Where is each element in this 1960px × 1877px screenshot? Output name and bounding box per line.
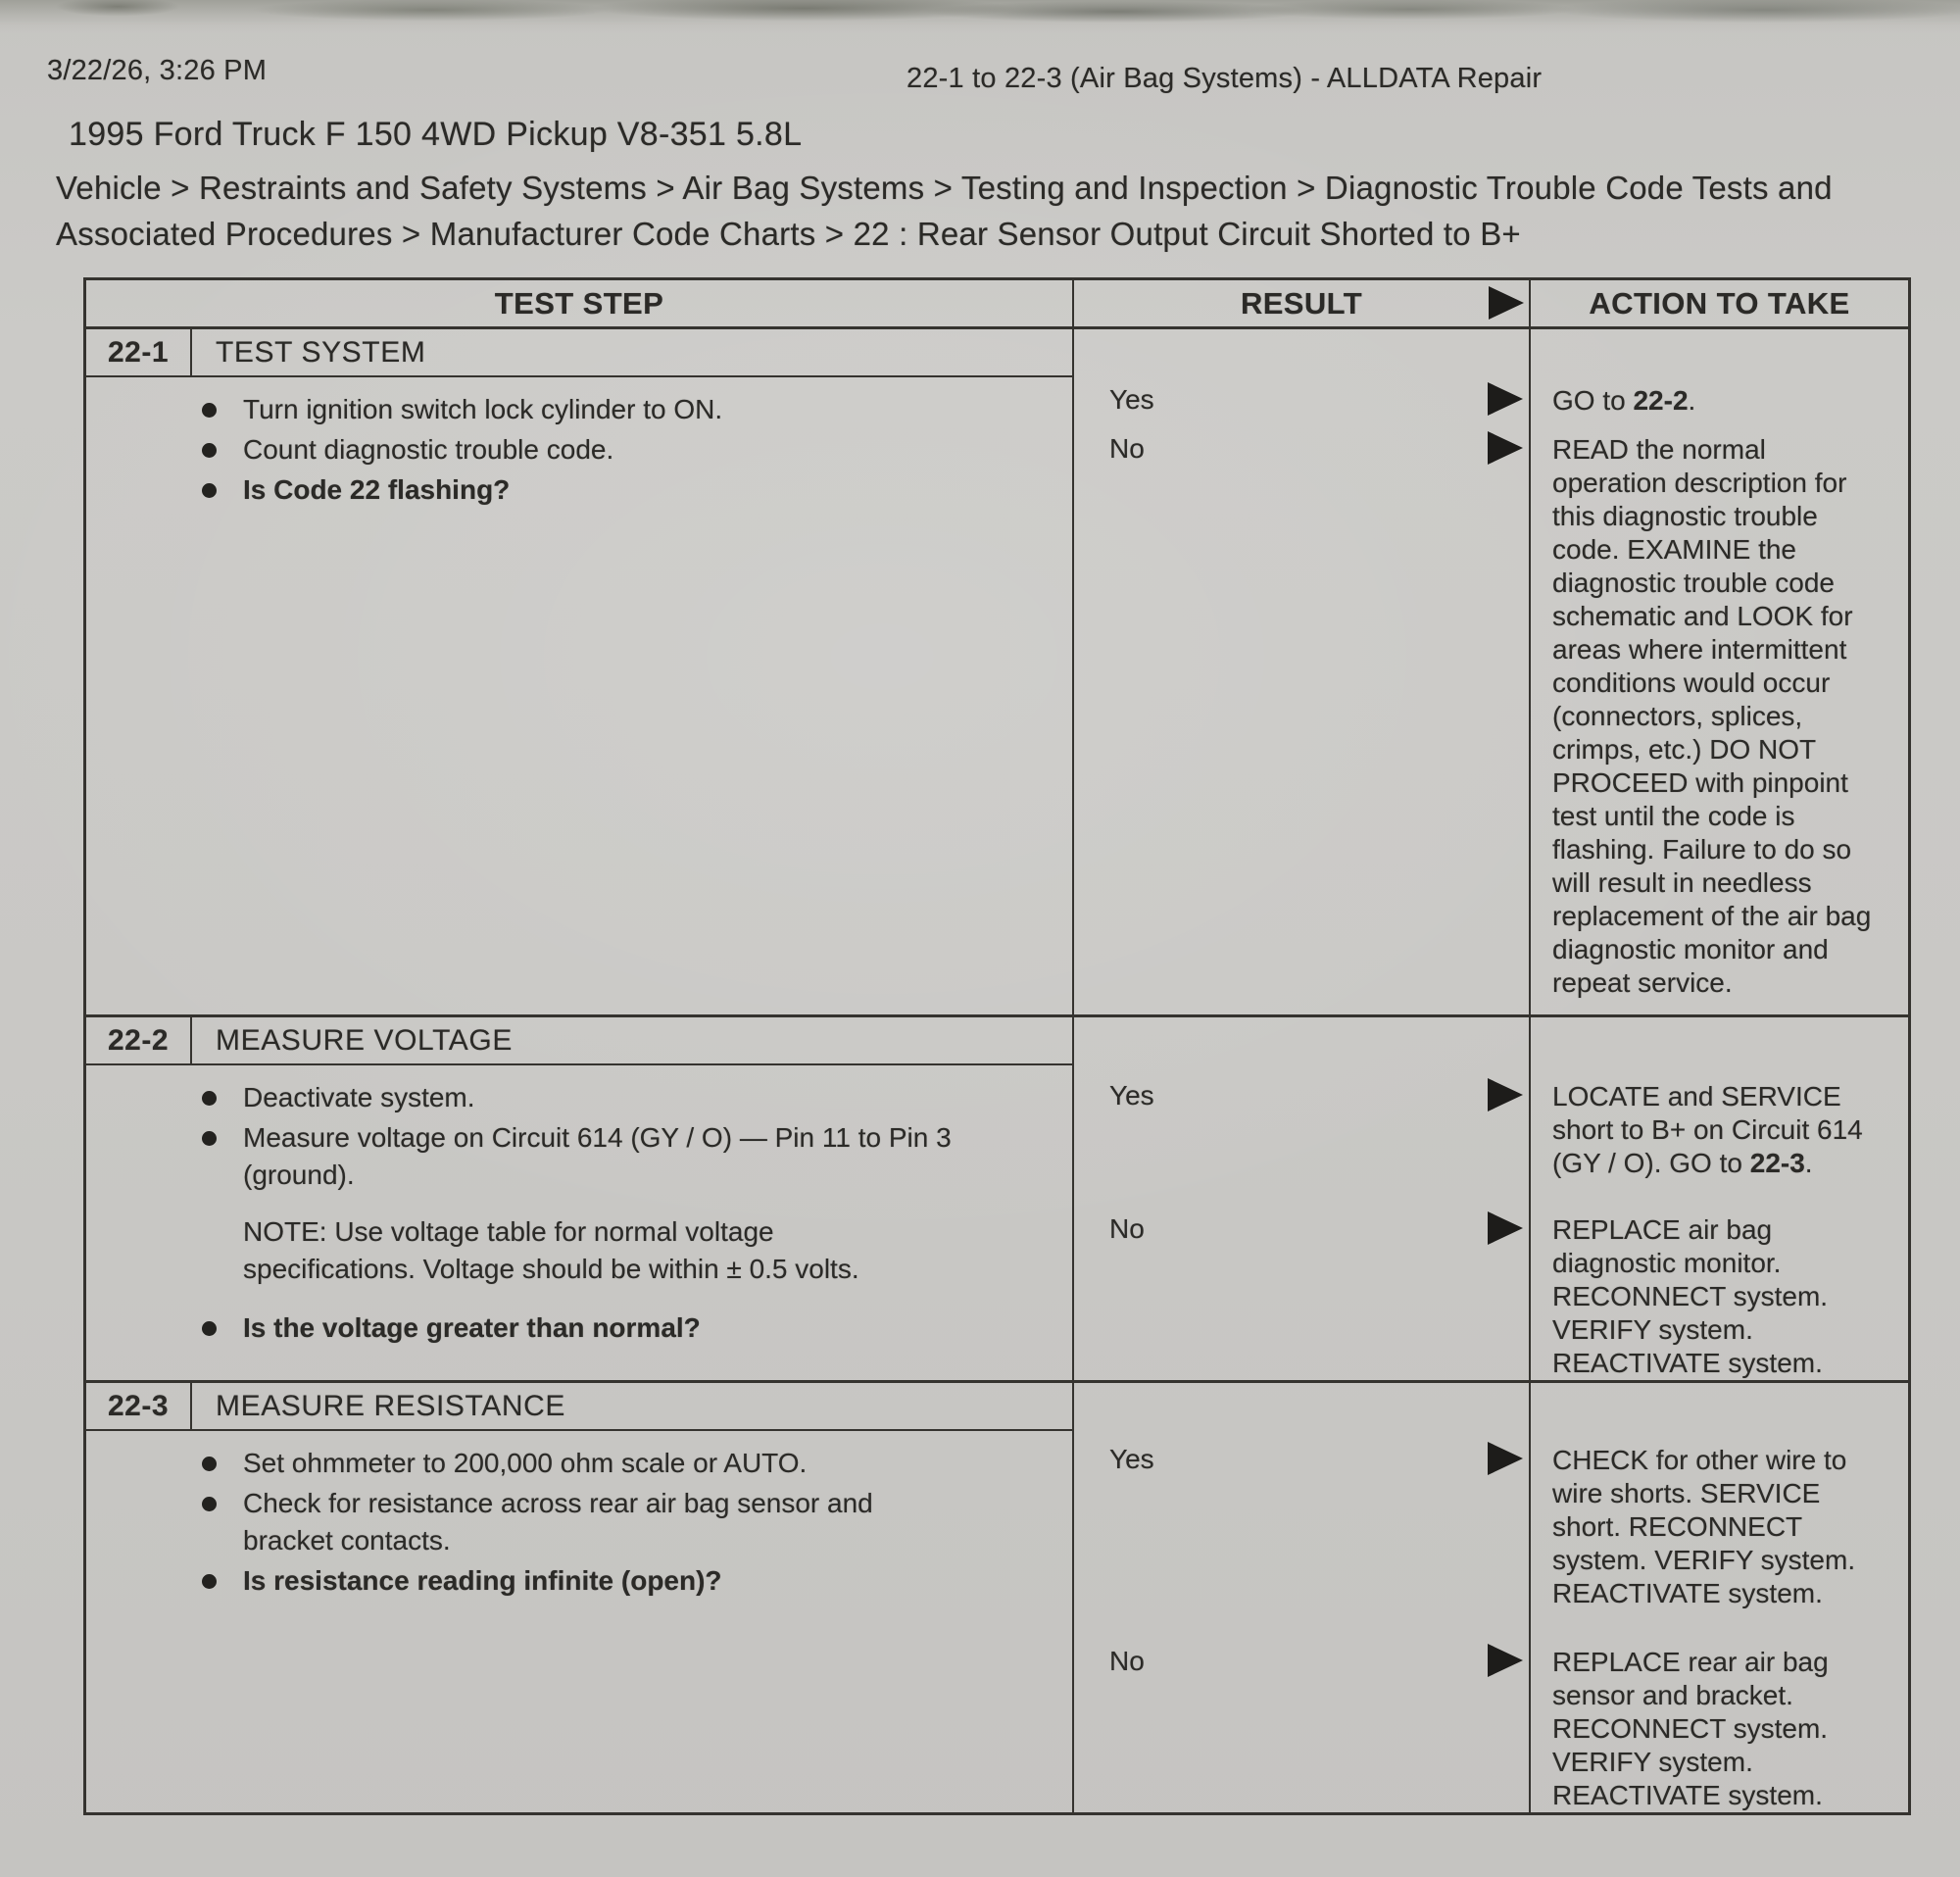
list-item bbox=[86, 431, 1072, 469]
result-cell bbox=[1074, 431, 1531, 1014]
arrow-right-icon bbox=[1488, 1442, 1523, 1475]
breadcrumb: Vehicle > Restraints and Safety Systems > Air Bag Systems > Testing and Inspection > Diagnostic Trouble Code Tests and Associated Procedures > Manufacturer Code Charts > 22 : Rear Sensor Output Circuit Shorted to B+ bbox=[56, 170, 1833, 252]
arrow-right-icon bbox=[1488, 1644, 1523, 1677]
step-number: 22-2 bbox=[86, 1017, 192, 1063]
test-step-bullets bbox=[86, 377, 1072, 509]
action-text: . bbox=[1688, 385, 1696, 416]
column-header-action: ACTION TO TAKE bbox=[1589, 285, 1850, 321]
bullet-text: Set ohmmeter to 200,000 ohm scale or AUTO. bbox=[243, 1448, 808, 1478]
result-label: No bbox=[1109, 433, 1145, 464]
diagnostic-test-table bbox=[83, 277, 1911, 1815]
scan-edge-artifact bbox=[0, 0, 1960, 33]
list-item bbox=[86, 1079, 1072, 1116]
action-cell bbox=[1531, 1644, 1908, 1812]
action-text: . bbox=[1804, 1148, 1813, 1178]
document-header: 22-1 to 22-3 (Air Bag Systems) - ALLDATA Repair bbox=[906, 63, 1543, 94]
bullet-icon bbox=[202, 1091, 217, 1106]
test-step-bullets bbox=[86, 1431, 1072, 1600]
test-step-cell bbox=[86, 1383, 1074, 1812]
column-header-result bbox=[1074, 280, 1531, 326]
action-cell bbox=[1531, 1017, 1908, 1211]
bullet-icon bbox=[202, 1131, 217, 1146]
bullet-icon bbox=[202, 1574, 217, 1589]
list-item bbox=[86, 1309, 1072, 1347]
step-number: 22-3 bbox=[86, 1383, 192, 1429]
bullet-text: Check for resistance across rear air bag sensor and bracket contacts. bbox=[243, 1488, 873, 1556]
action-step-ref: 22-3 bbox=[1749, 1148, 1805, 1178]
test-section-22-3 bbox=[86, 1380, 1908, 1812]
result-cell bbox=[1074, 1383, 1531, 1644]
result-cell bbox=[1074, 1644, 1531, 1812]
bullet-icon bbox=[202, 403, 217, 418]
action-cell bbox=[1531, 329, 1908, 431]
step-number: 22-1 bbox=[86, 329, 192, 375]
note-text: NOTE: Use voltage table for normal voltage specifications. Voltage should be within ± 0.5 volts. bbox=[243, 1216, 859, 1284]
action-cell bbox=[1531, 431, 1908, 1014]
step-title: MEASURE RESISTANCE bbox=[216, 1389, 565, 1422]
test-step-cell bbox=[86, 329, 1074, 1014]
test-section-22-1 bbox=[86, 329, 1908, 1014]
column-header-test-step: TEST STEP bbox=[86, 280, 1074, 326]
step-title: TEST SYSTEM bbox=[216, 335, 426, 369]
list-item bbox=[86, 1119, 1072, 1194]
arrow-right-icon bbox=[1489, 286, 1524, 320]
action-text: READ the normal operation description for this diagnostic trouble code. EXAMINE the diagnostic trouble code schematic and LOOK for areas where intermittent conditions would occur (connectors, splices, crimps, etc.) DO NOT PROCEED with pinpoint test until the code is flashing. Failure to do so will result in needless replacement of the air bag diagnostic monitor and repeat service. bbox=[1552, 434, 1872, 998]
result-label: No bbox=[1109, 1213, 1145, 1244]
column-header-result-label: RESULT bbox=[1240, 285, 1363, 321]
bullet-question-text: Is Code 22 flashing? bbox=[243, 474, 511, 505]
test-section-22-2 bbox=[86, 1014, 1908, 1380]
result-label: No bbox=[1109, 1646, 1145, 1676]
action-text: LOCATE and SERVICE short to B+ on Circuit 614 (GY / O). GO to bbox=[1552, 1081, 1863, 1178]
arrow-right-icon bbox=[1488, 431, 1523, 465]
result-label: Yes bbox=[1109, 1080, 1154, 1111]
result-cell bbox=[1074, 1017, 1531, 1211]
bullet-question-text: Is resistance reading infinite (open)? bbox=[243, 1565, 722, 1596]
bullet-text: Turn ignition switch lock cylinder to ON. bbox=[243, 394, 723, 424]
arrow-right-icon bbox=[1488, 1078, 1523, 1111]
section-header bbox=[86, 1383, 1072, 1431]
bullet-icon bbox=[202, 1457, 217, 1471]
section-header bbox=[86, 329, 1072, 377]
arrow-right-icon bbox=[1488, 1211, 1523, 1245]
list-item bbox=[86, 391, 1072, 428]
bullet-question-text: Is the voltage greater than normal? bbox=[243, 1312, 701, 1343]
arrow-right-icon bbox=[1488, 382, 1523, 416]
result-cell bbox=[1074, 329, 1531, 431]
result-label: Yes bbox=[1109, 1444, 1154, 1474]
action-cell bbox=[1531, 1211, 1908, 1380]
bullet-text: Measure voltage on Circuit 614 (GY / O) — Pin 11 to Pin 3 (ground). bbox=[243, 1122, 952, 1190]
list-item bbox=[86, 1485, 1072, 1559]
test-step-cell bbox=[86, 1017, 1074, 1380]
bullet-icon bbox=[202, 483, 217, 498]
list-item bbox=[86, 471, 1072, 509]
result-cell bbox=[1074, 1211, 1531, 1380]
action-text: CHECK for other wire to wire shorts. SERVICE short. RECONNECT system. VERIFY system. REACTIVATE system. bbox=[1552, 1445, 1856, 1608]
bullet-icon bbox=[202, 1497, 217, 1511]
bullet-text: Deactivate system. bbox=[243, 1082, 475, 1112]
action-text: REPLACE rear air bag sensor and bracket. RECONNECT system. VERIFY system. REACTIVATE system. bbox=[1552, 1647, 1829, 1810]
vehicle-title: 1995 Ford Truck F 150 4WD Pickup V8-351 5.8L bbox=[69, 116, 803, 153]
bullet-text: Count diagnostic trouble code. bbox=[243, 434, 614, 465]
action-step-ref: 22-2 bbox=[1633, 385, 1689, 416]
step-title: MEASURE VOLTAGE bbox=[216, 1023, 513, 1057]
print-timestamp: 3/22/26, 3:26 PM bbox=[47, 55, 268, 86]
result-label: Yes bbox=[1109, 384, 1154, 415]
bullet-icon bbox=[202, 443, 217, 458]
list-item bbox=[86, 1445, 1072, 1482]
bullet-icon bbox=[202, 1321, 217, 1336]
list-item bbox=[86, 1562, 1072, 1600]
test-step-bullets bbox=[86, 1065, 1072, 1347]
section-header bbox=[86, 1017, 1072, 1065]
action-text: REPLACE air bag diagnostic monitor. RECONNECT system. VERIFY system. REACTIVATE system. bbox=[1552, 1214, 1829, 1378]
table-header-row bbox=[86, 280, 1908, 329]
action-text: GO to bbox=[1552, 385, 1634, 416]
action-cell bbox=[1531, 1383, 1908, 1644]
